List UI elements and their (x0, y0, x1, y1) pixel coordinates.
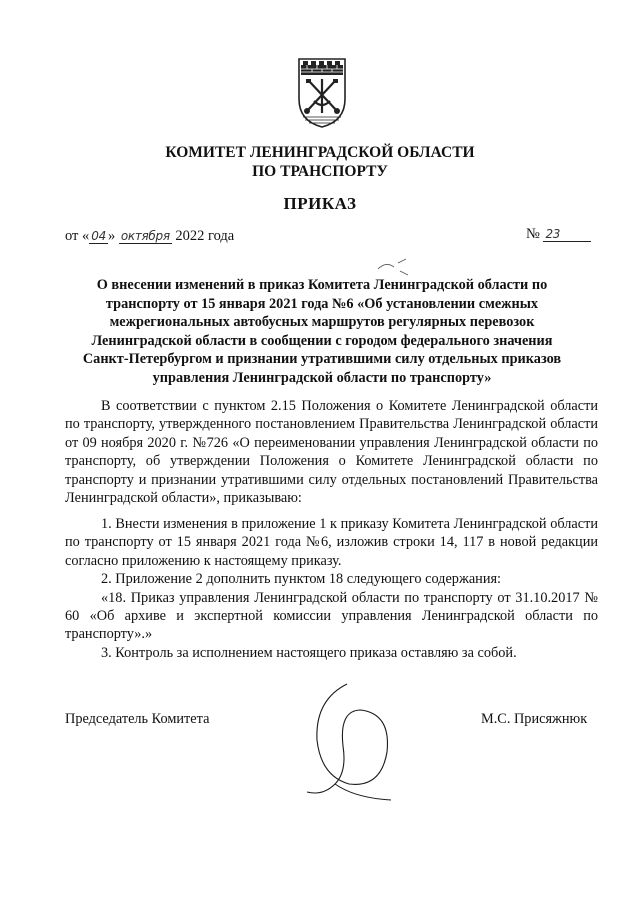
org-name-line2: ПО ТРАНСПОРТУ (252, 163, 388, 180)
signature-icon (295, 680, 405, 805)
org-name-line1: КОМИТЕТ ЛЕНИНГРАДСКОЙ ОБЛАСТИ (165, 144, 475, 161)
preamble-text: В соответствии с пунктом 2.15 Положения о Комитете Ленинградской области по транспорту, утвержденного постановлением Правительства Ленинградской области от 09 ноября 2020 г. №726 «О переименовании управления Ленинградской области по транспорту, об утверждении Положения о Комитете Ленинградской области по транспорту и признании утратившими силу отдельных постановлений Правительства Ленинградской области», приказываю: (65, 398, 598, 507)
document-date (65, 228, 234, 245)
date-day: 04 (91, 229, 106, 243)
number-value: 23 (543, 227, 591, 242)
date-year: 2022 года (175, 228, 235, 244)
date-month: октября (120, 229, 170, 243)
date-prefix: от « (65, 228, 90, 244)
order-item-3: 3. Контроль за исполнением настоящего приказа оставляю за собой. (101, 644, 517, 661)
document-type-title: ПРИКАЗ (283, 194, 357, 213)
document-number (526, 226, 591, 243)
signatory-name: М.С. Присяжнюк (481, 711, 588, 727)
document-subject: О внесении изменений в приказ Комитета Ленинградской области по транспорту от 15 января 2021 года №6 «Об установлении смежных межрегиональных автобусных маршрутов регулярных перевозок Ленинградской области в сообщении с городом федерального значения Санкт-Петербургом и признании утратившими силу отдельных приказов управления Ленинградской области по транспорту» (82, 277, 562, 386)
preamble-paragraph (65, 397, 598, 507)
coat-of-arms-icon (295, 55, 349, 129)
date-mid: » (107, 228, 116, 244)
order-item-1: 1. Внести изменения в приложение 1 к приказу Комитета Ленинградской области по транспорту от 15 января 2021 года №6, изложив строки 14, 117 в новой редакции согласно приложению к настоящему приказу. (65, 516, 598, 569)
signatory-position: Председатель Комитета (65, 711, 210, 727)
order-item-2-quote: «18. Приказ управления Ленинградской области по транспорту от 31.10.2017 № 60 «Об архиве и экспертной комиссии управления Ленинградской области по транспорту».» (65, 589, 598, 643)
pen-mark (372, 255, 412, 277)
number-label: № (526, 226, 540, 242)
order-items (65, 515, 598, 662)
order-item-2: 2. Приложение 2 дополнить пунктом 18 следующего содержания: (101, 571, 502, 588)
